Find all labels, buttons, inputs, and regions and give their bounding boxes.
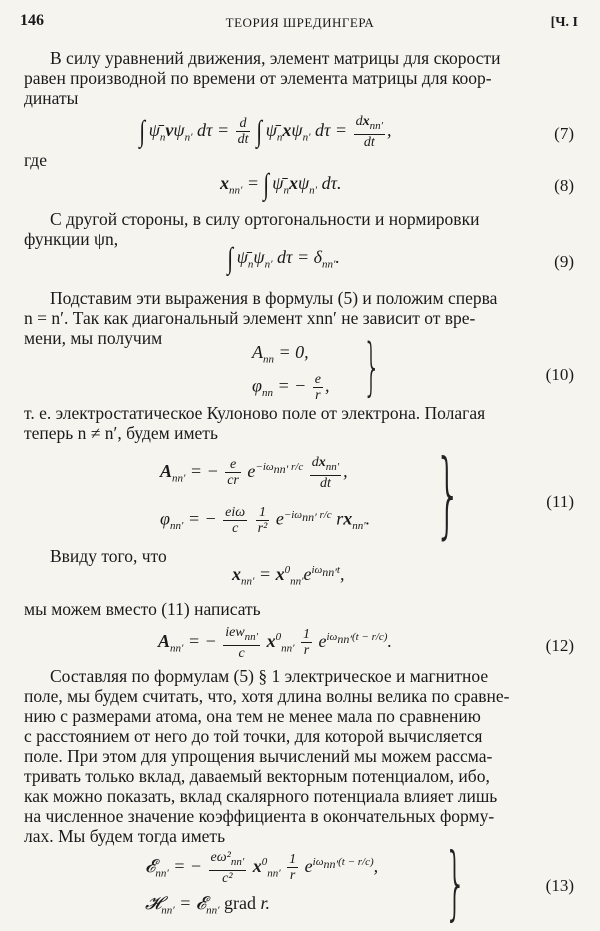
text-line: n = n′. Так как диагональный элемент xnn′ не зависит от вре-: [24, 308, 476, 328]
equation-7: ∫ $\psī_nv\psi_{n'}$ dτ = $\frac{d}{dt}$ ∫ $\psī_nx\psi_{n'}$ dτ = $dx_{nn'}$ dt ,: [139, 114, 392, 150]
page-number: 146: [20, 12, 44, 29]
equation-11-b: $\varphi_{nn'}$ = − eiω c $\frac{1}{\text{r²}}$ $e^{-i\omega_{nn'} r/c}$ $rx_{nn'}$.: [160, 505, 371, 536]
running-title: ТЕОРИЯ ШРЕДИНГЕРА: [225, 15, 375, 30]
text-line: где: [24, 150, 47, 170]
text-line: теперь n ≠ n′, будем иметь: [24, 423, 218, 443]
text-line: лах. Мы будем тогда иметь: [24, 826, 226, 846]
paragraph-5: [24, 403, 576, 443]
equation-number: (7): [554, 124, 574, 143]
equation-13-b: 𝓗$_{nn'}$ = 𝓔$_{nn'}$ grad r.: [145, 893, 271, 917]
paragraph-7: [24, 599, 576, 619]
equation-13-a: 𝓔$_{nn'}$ = − $\frac{e\omega^2_{nn'}}{\text{c²}}$ $x^0_{nn'}$ $\frac{1}{r}$ $e^{i\omega_{nn'}(t - r/c)}$,: [145, 850, 379, 886]
text-line: поле, мы будем считать, что, хотя длина волны велика по сравне-: [24, 686, 510, 706]
text-line: нию с размерами атома, она тем не менее мала по сравнению: [24, 706, 481, 726]
text-line: мы можем вместо (11) написать: [24, 599, 261, 619]
paragraph-4: [24, 288, 576, 348]
text-line: функции ψn,: [24, 229, 119, 249]
equation-8: $x_{nn'}$ = ∫ $\psī_nx\psi_{n'}$ dτ.: [220, 168, 342, 201]
equation-9: ∫ $\psī_n\psi_{n'}$ $d\tau = \delta_{nn'}$.: [227, 242, 340, 275]
equation-12: $A_{nn'}$ = − iew$_{nn'}$ c $x^0_{nn'}$ $\frac{1}{r}$ $e^{i\omega_{nn'}(t - r/c)}$.: [158, 625, 392, 661]
text-line: В силу уравнений движения, элемент матрицы для скорости: [50, 48, 501, 68]
equation-number: (11): [546, 492, 574, 511]
paragraph-2: [24, 150, 576, 170]
text-line: динаты: [24, 88, 79, 108]
text-line: равен производной по времени от элемента матрицы для коор-: [24, 68, 492, 88]
brace: }: [443, 836, 467, 929]
brace: }: [434, 440, 462, 549]
equation-number: (10): [545, 365, 574, 384]
equation-number: (13): [545, 876, 574, 895]
text-line: т. е. электростатическое Кулоново поле от электрона. Полагая: [24, 403, 486, 423]
text-line: мени, мы получим: [24, 328, 163, 348]
equation-number: (12): [545, 636, 574, 655]
text-line: С другой стороны, в силу ортогональности и нормировки: [50, 209, 480, 229]
equation-number: (8): [554, 176, 574, 195]
text-line: поле. При этом для упрощения вычислений мы можем рассма-: [24, 746, 493, 766]
text-line: Составляя по формулам (5) § 1 электрическое и магнитное: [50, 666, 489, 686]
text-line: на численное значение коэффициента в окончательных форму-: [24, 806, 495, 826]
chapter-label: [Ч. I: [550, 15, 578, 30]
equation-10-b: $\varphi_{nn}$ = − $\frac{e}{r}$ ,: [252, 372, 330, 403]
equation-number: (9): [554, 252, 574, 271]
text-line: Ввиду того, что: [50, 546, 167, 566]
equation-x: $x_{nn'} = x^0_{nn'}e^{i\omega_{nn'}t}$,: [232, 564, 345, 588]
equation-10: $A_{nn} = 0$,: [252, 342, 309, 366]
text-line: с расстоянием от него до той точки, для которой вычисляется: [24, 726, 483, 746]
text-line: Подставим эти выражения в формулы (5) и положим сперва: [50, 288, 498, 308]
paragraph-6: [24, 546, 576, 566]
paragraph-1: [24, 48, 576, 108]
brace: }: [362, 330, 381, 403]
text-line: как можно показать, вклад скалярного потенциала влияет лишь: [24, 786, 498, 806]
text-line: тривать только вклад, даваемый векторным потенциалом, ибо,: [24, 766, 490, 786]
equation-11-a: $A_{nn'}$ = − $\frac{e}{cr}$ $e^{-i\omega_{nn'} r/c}$ $dx_{nn'}$ dt ,: [160, 455, 348, 491]
paragraph-8: [24, 666, 576, 846]
